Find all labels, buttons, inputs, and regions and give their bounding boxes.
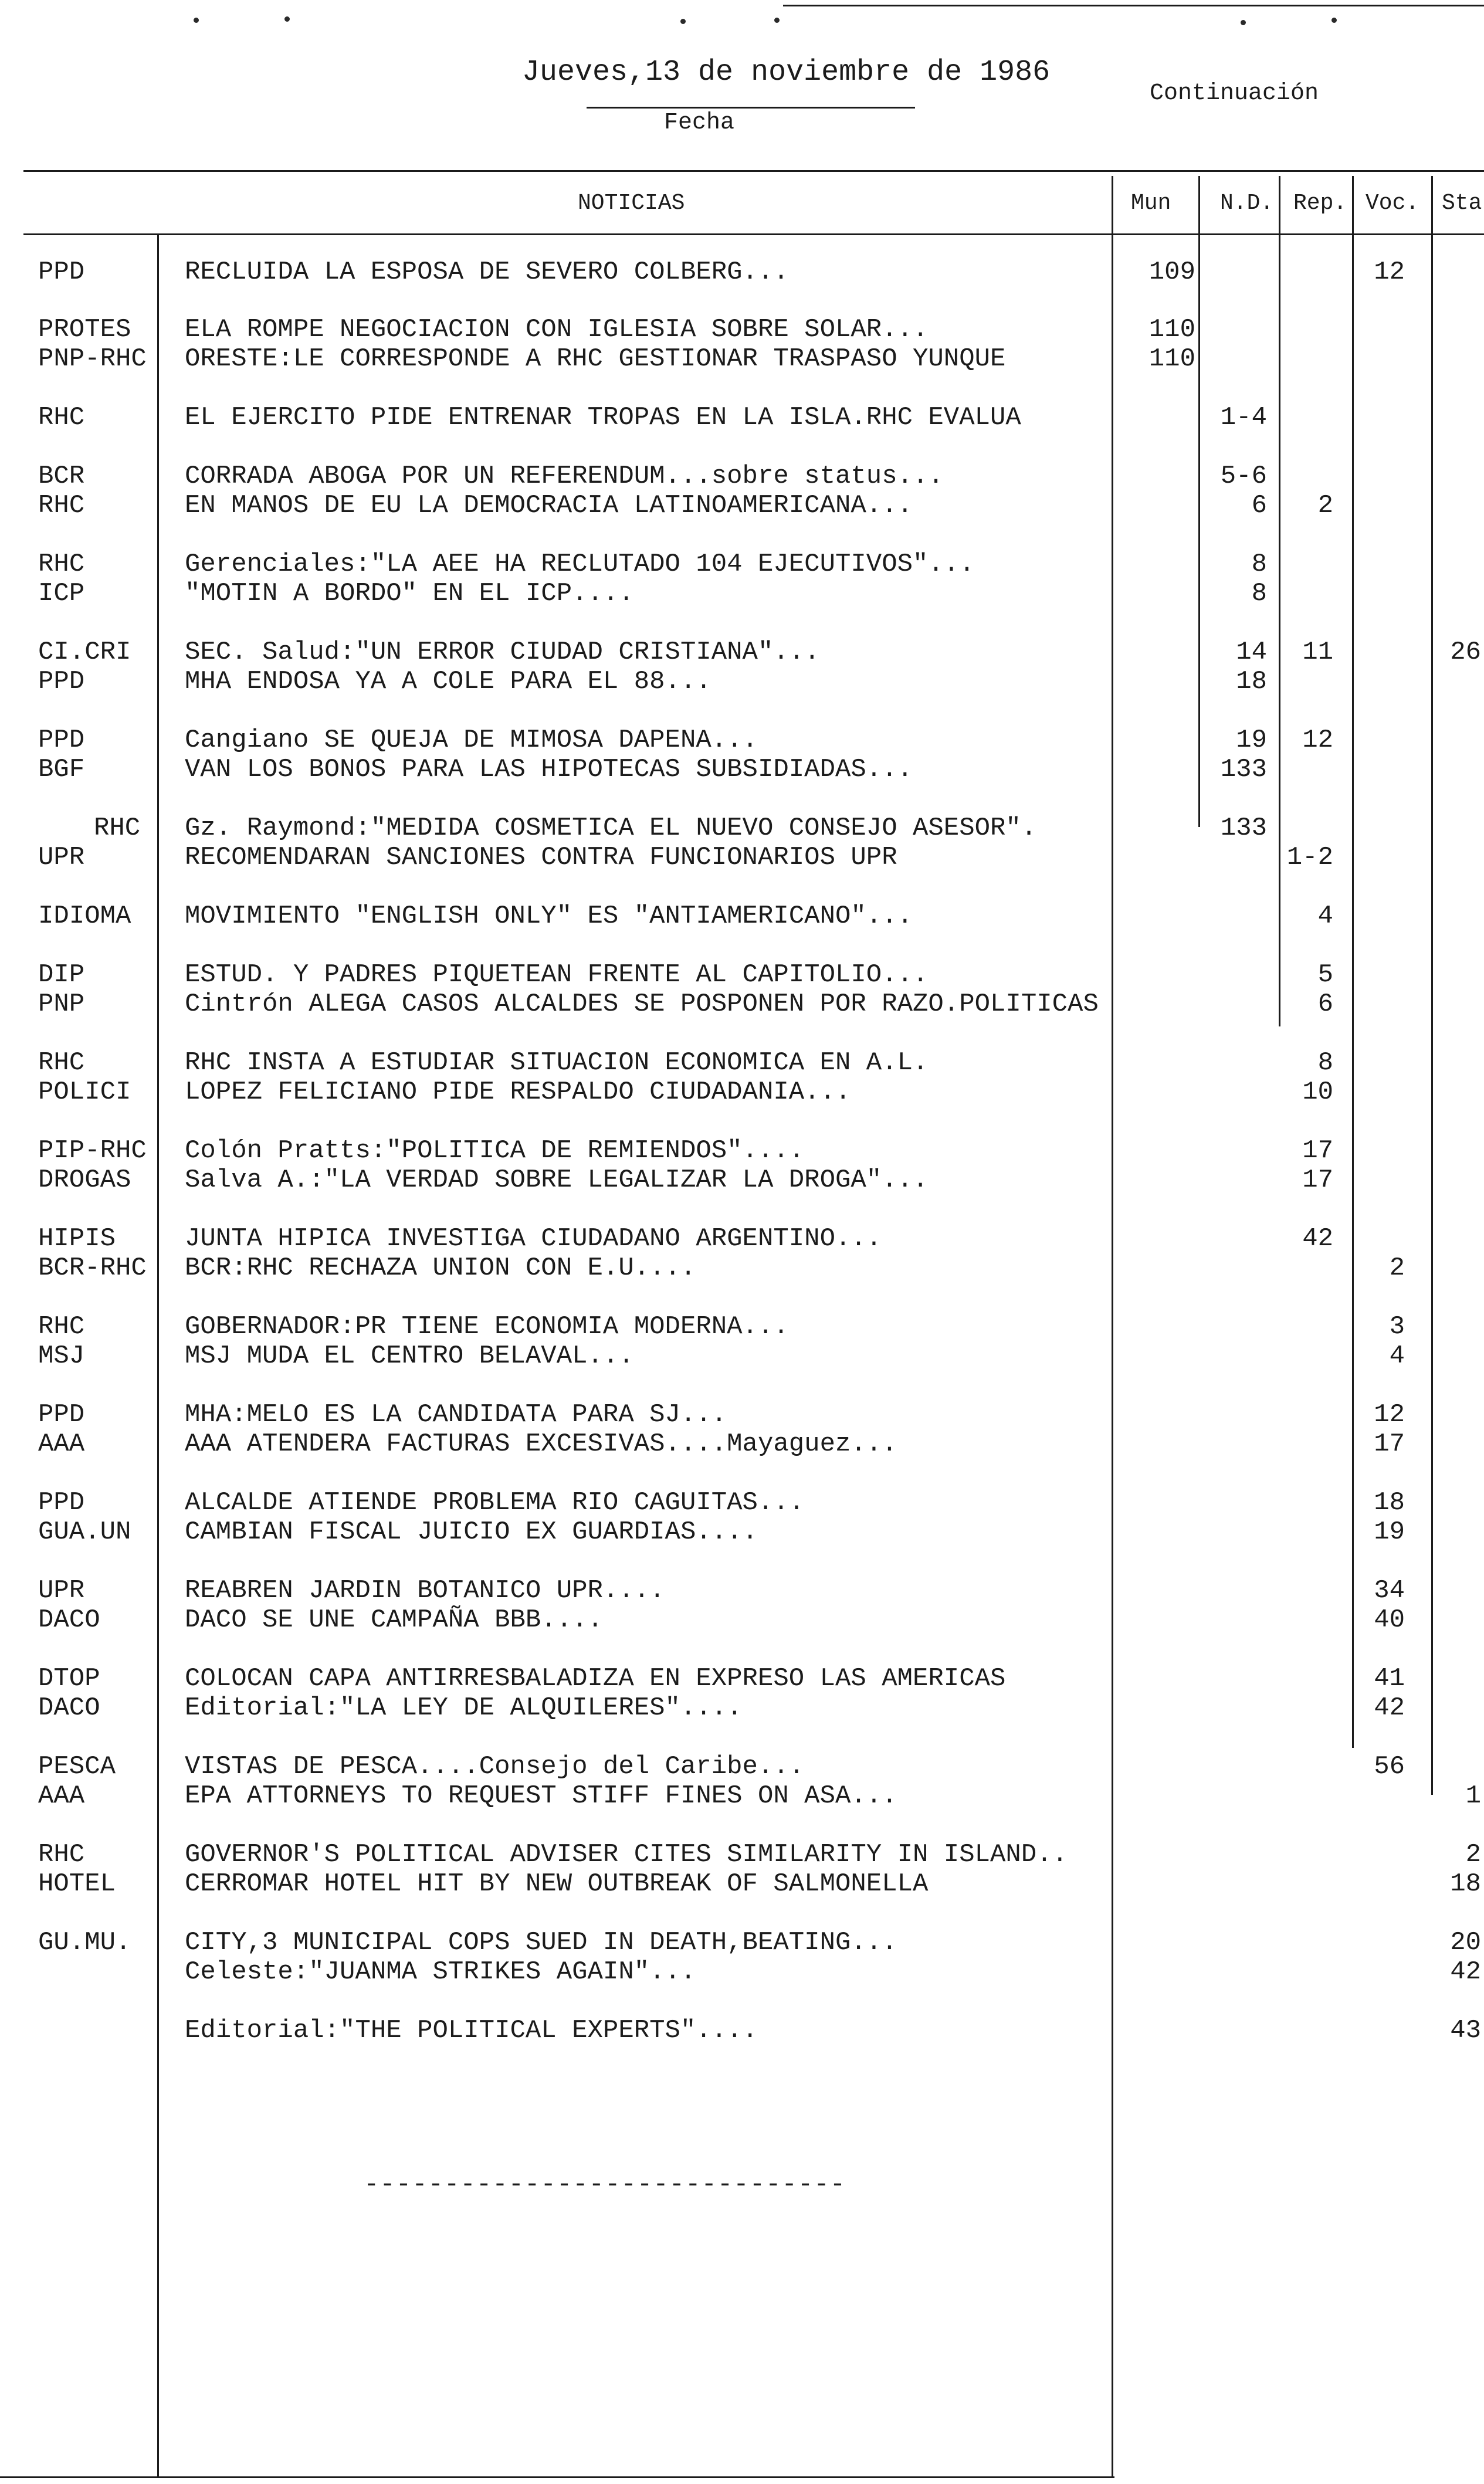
row-page-rep: 17 (1302, 1165, 1333, 1195)
row-headline: DACO SE UNE CAMPAÑA BBB.... (185, 1605, 603, 1635)
row-headline: EPA ATTORNEYS TO REQUEST STIFF FINES ON ASA... (185, 1781, 897, 1811)
voc-column-divider (1431, 176, 1433, 1795)
row-headline: MHA:MELO ES LA CANDIDATA PARA SJ... (185, 1400, 727, 1429)
row-page-nd: 133 (1220, 814, 1267, 843)
row-page-voc: 3 (1389, 1312, 1405, 1341)
news-column-divider (1112, 176, 1113, 2476)
row-page-star: 42 (1450, 1957, 1481, 1987)
row-page-voc: 17 (1374, 1429, 1405, 1459)
row-tag: UPR (38, 843, 85, 872)
column-header-rep: Rep. (1293, 191, 1347, 216)
row-page-nd: 19 (1236, 726, 1267, 755)
row-headline: MHA ENDOSA YA A COLE PARA EL 88... (185, 667, 711, 696)
row-page-nd: 8 (1251, 550, 1267, 579)
column-header-rule (23, 233, 1484, 235)
row-tag: RHC (38, 1312, 85, 1341)
row-tag: MSJ (38, 1341, 85, 1371)
row-page-voc: 56 (1374, 1752, 1405, 1781)
row-page-mun: 110 (1148, 344, 1195, 374)
row-tag: BCR-RHC (38, 1253, 147, 1283)
row-headline: RHC INSTA A ESTUDIAR SITUACION ECONOMICA EN A.L. (185, 1048, 929, 1077)
row-page-nd: 5-6 (1220, 462, 1267, 491)
row-page-voc: 12 (1374, 257, 1405, 287)
row-page-rep: 17 (1302, 1136, 1333, 1165)
row-page-nd: 133 (1220, 755, 1267, 784)
mun-column-divider (1198, 176, 1200, 827)
row-page-rep: 10 (1302, 1077, 1333, 1107)
column-header-voc: Voc. (1366, 191, 1419, 216)
row-headline: REABREN JARDIN BOTANICO UPR.... (185, 1576, 665, 1605)
row-tag: UPR (38, 1576, 85, 1605)
row-tag: PPD (38, 257, 85, 287)
row-tag: DACO (38, 1693, 100, 1723)
row-headline: Colón Pratts:"POLITICA DE REMIENDOS".... (185, 1136, 805, 1165)
row-headline: BCR:RHC RECHAZA UNION CON E.U.... (185, 1253, 696, 1283)
row-tag: PPD (38, 1488, 85, 1517)
scan-speck (194, 18, 199, 23)
row-headline: Celeste:"JUANMA STRIKES AGAIN"... (185, 1957, 696, 1987)
row-headline: Cintrón ALEGA CASOS ALCALDES SE POSPONEN POR RAZO.POLITICAS (185, 989, 1099, 1019)
row-tag: HIPIS (38, 1224, 116, 1253)
column-header-news: NOTICIAS (578, 191, 685, 216)
row-headline: COLOCAN CAPA ANTIRRESBALADIZA EN EXPRESO LAS AMERICAS (185, 1664, 1006, 1693)
row-page-rep: 42 (1302, 1224, 1333, 1253)
row-headline: CAMBIAN FISCAL JUICIO EX GUARDIAS.... (185, 1517, 758, 1547)
row-headline: RECOMENDARAN SANCIONES CONTRA FUNCIONARIOS UPR (185, 843, 897, 872)
row-page-star: 26 (1450, 638, 1481, 667)
row-page-rep: 8 (1317, 1048, 1333, 1077)
table-top-rule (23, 170, 1484, 172)
row-tag: RHC (94, 814, 141, 843)
row-page-voc: 41 (1374, 1664, 1405, 1693)
row-headline: ELA ROMPE NEGOCIACION CON IGLESIA SOBRE SOLAR... (185, 315, 929, 344)
row-headline: JUNTA HIPICA INVESTIGA CIUDADANO ARGENTINO... (185, 1224, 882, 1253)
row-tag: RHC (38, 550, 85, 579)
row-tag: AAA (38, 1781, 85, 1811)
row-tag: PPD (38, 1400, 85, 1429)
row-headline: Cangiano SE QUEJA DE MIMOSA DAPENA... (185, 726, 758, 755)
row-page-star: 2 (1465, 1840, 1481, 1869)
row-page-rep: 1-2 (1286, 843, 1333, 872)
row-page-rep: 2 (1317, 491, 1333, 520)
row-headline: Editorial:"THE POLITICAL EXPERTS".... (185, 2016, 758, 2045)
row-headline: VAN LOS BONOS PARA LAS HIPOTECAS SUBSIDIADAS... (185, 755, 913, 784)
scan-speck (284, 16, 290, 22)
row-tag: RHC (38, 403, 85, 432)
row-page-rep: 4 (1317, 902, 1333, 931)
date-caption: Fecha (664, 110, 735, 136)
row-tag: ICP (38, 579, 85, 608)
table-bottom-rule (0, 2476, 1114, 2478)
tag-column-divider (157, 233, 159, 2476)
scan-speck (1331, 18, 1337, 23)
row-tag: RHC (38, 1048, 85, 1077)
row-headline: ALCALDE ATIENDE PROBLEMA RIO CAGUITAS... (185, 1488, 805, 1517)
row-page-voc: 42 (1374, 1693, 1405, 1723)
row-headline: CITY,3 MUNICIPAL COPS SUED IN DEATH,BEATING... (185, 1928, 897, 1957)
row-page-voc: 34 (1374, 1576, 1405, 1605)
continuation-label: Continuación (1150, 80, 1319, 107)
row-page-rep: 12 (1302, 726, 1333, 755)
row-page-voc: 18 (1374, 1488, 1405, 1517)
row-page-mun: 110 (1148, 315, 1195, 344)
row-page-rep: 11 (1302, 638, 1333, 667)
row-tag: IDIOMA (38, 902, 131, 931)
row-page-star: 18 (1450, 1869, 1481, 1899)
row-page-voc: 4 (1389, 1341, 1405, 1371)
row-page-rep: 5 (1317, 960, 1333, 989)
row-headline: CORRADA ABOGA POR UN REFERENDUM...sobre status... (185, 462, 944, 491)
column-header-star: Sta (1442, 191, 1482, 216)
row-tag: DACO (38, 1605, 100, 1635)
row-tag: PNP-RHC (38, 344, 147, 374)
row-headline: LOPEZ FELICIANO PIDE RESPALDO CIUDADANIA... (185, 1077, 851, 1107)
row-headline: Editorial:"LA LEY DE ALQUILERES".... (185, 1693, 743, 1723)
row-page-star: 20 (1450, 1928, 1481, 1957)
row-tag: BCR (38, 462, 85, 491)
row-tag: POLICI (38, 1077, 131, 1107)
column-header-nd: N.D. (1220, 191, 1274, 216)
row-tag: DTOP (38, 1664, 100, 1693)
row-headline: "MOTIN A BORDO" EN EL ICP.... (185, 579, 634, 608)
scan-speck (774, 18, 780, 23)
row-tag: PROTES (38, 315, 131, 344)
row-page-star: 43 (1450, 2016, 1481, 2045)
row-headline: SEC. Salud:"UN ERROR CIUDAD CRISTIANA"... (185, 638, 820, 667)
row-headline: ESTUD. Y PADRES PIQUETEAN FRENTE AL CAPITOLIO... (185, 960, 929, 989)
row-page-nd: 1-4 (1220, 403, 1267, 432)
row-page-star: 1 (1465, 1781, 1481, 1811)
row-headline: GOVERNOR'S POLITICAL ADVISER CITES SIMILARITY IN ISLAND.. (185, 1840, 1068, 1869)
row-headline: Gz. Raymond:"MEDIDA COSMETICA EL NUEVO CONSEJO ASESOR". (185, 814, 1037, 843)
row-tag: GUA.UN (38, 1517, 131, 1547)
row-headline: Salva A.:"LA VERDAD SOBRE LEGALIZAR LA DROGA"... (185, 1165, 929, 1195)
row-tag: DROGAS (38, 1165, 131, 1195)
row-headline: RECLUIDA LA ESPOSA DE SEVERO COLBERG... (185, 257, 789, 287)
column-header-mun: Mun (1131, 191, 1171, 216)
row-headline: CERROMAR HOTEL HIT BY NEW OUTBREAK OF SALMONELLA (185, 1869, 929, 1899)
row-headline: ORESTE:LE CORRESPONDE A RHC GESTIONAR TRASPASO YUNQUE (185, 344, 1006, 374)
report-date: Jueves,13 de noviembre de 1986 (522, 56, 1051, 89)
row-page-nd: 18 (1236, 667, 1267, 696)
row-tag: RHC (38, 491, 85, 520)
scan-speck (680, 19, 686, 24)
top-edge-rule (783, 5, 1484, 6)
row-page-voc: 12 (1374, 1400, 1405, 1429)
row-page-nd: 8 (1251, 579, 1267, 608)
row-page-voc: 19 (1374, 1517, 1405, 1547)
row-tag: PIP-RHC (38, 1136, 147, 1165)
row-tag: GU.MU. (38, 1928, 131, 1957)
nd-column-divider (1279, 176, 1280, 1026)
row-headline: MOVIMIENTO "ENGLISH ONLY" ES "ANTIAMERICANO"... (185, 902, 913, 931)
row-headline: AAA ATENDERA FACTURAS EXCESIVAS....Mayaguez... (185, 1429, 897, 1459)
row-tag: AAA (38, 1429, 85, 1459)
row-tag: HOTEL (38, 1869, 116, 1899)
scan-speck (1241, 20, 1246, 25)
row-tag: PESCA (38, 1752, 116, 1781)
row-page-nd: 14 (1236, 638, 1267, 667)
row-page-rep: 6 (1317, 989, 1333, 1019)
row-headline: Gerenciales:"LA AEE HA RECLUTADO 104 EJECUTIVOS"... (185, 550, 975, 579)
row-headline: EL EJERCITO PIDE ENTRENAR TROPAS EN LA ISLA.RHC EVALUA (185, 403, 1021, 432)
row-headline: EN MANOS DE EU LA DEMOCRACIA LATINOAMERICANA... (185, 491, 913, 520)
date-underline (587, 107, 915, 109)
row-tag: BGF (38, 755, 85, 784)
row-page-voc: 40 (1374, 1605, 1405, 1635)
row-tag: RHC (38, 1840, 85, 1869)
row-headline: MSJ MUDA EL CENTRO BELAVAL... (185, 1341, 634, 1371)
row-tag: PPD (38, 726, 85, 755)
row-page-voc: 2 (1389, 1253, 1405, 1283)
rep-column-divider (1352, 176, 1354, 1748)
row-headline: VISTAS DE PESCA....Consejo del Caribe... (185, 1752, 805, 1781)
closing-dash-line: ------------------------------ (364, 2170, 846, 2200)
row-tag: PNP (38, 989, 85, 1019)
row-tag: CI.CRI (38, 638, 131, 667)
row-tag: DIP (38, 960, 85, 989)
row-tag: PPD (38, 667, 85, 696)
row-headline: GOBERNADOR:PR TIENE ECONOMIA MODERNA... (185, 1312, 789, 1341)
row-page-nd: 6 (1251, 491, 1267, 520)
row-page-mun: 109 (1148, 257, 1195, 287)
